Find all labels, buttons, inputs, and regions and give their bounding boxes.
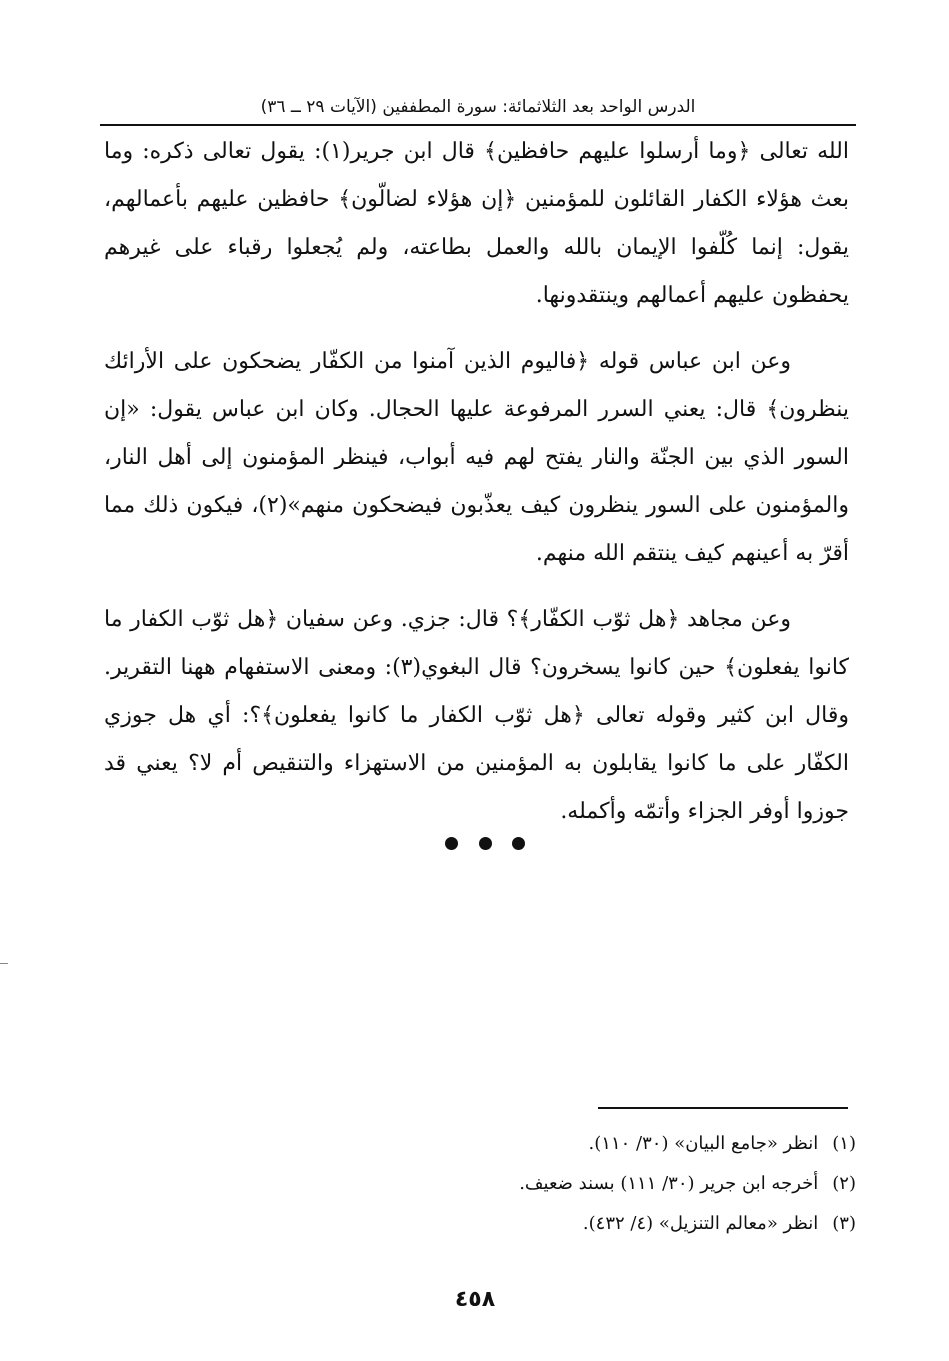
footnote-2 — [300, 1164, 856, 1204]
footnote-text: أخرجه ابن جرير (٣٠/ ١١١) بسند ضعيف. — [519, 1173, 819, 1194]
separator-dot — [445, 837, 458, 850]
scan-margin-mark — [0, 963, 8, 964]
footnotes — [300, 1124, 856, 1244]
separator-dot — [479, 837, 492, 850]
page-number: ٤٥٨ — [454, 1287, 496, 1312]
body-text — [104, 128, 849, 854]
footnote-3 — [300, 1204, 856, 1244]
footnote-number: (١) — [832, 1133, 856, 1154]
paragraph-2: وعن ابن عباس قوله ﴿فاليوم الذين آمنوا من الكفّار يضحكون على الأرائك ينظرون﴾ قال: يعني السرر المرفوعة عليها الحجال. وكان ابن عباس يقول: «إن السور الذي بين الجنّة والنار يفتح لهم فيه أبواب، فينظر المؤمنون إلى أهل النار، والمؤمنون على السور ينظرون كيف يعذّبون فيضحكون منهم»(٢)، فيكون ذلك مما أقرّ به أعينهم كيف ينتقم الله منهم. — [104, 349, 849, 566]
section-separator — [445, 835, 525, 851]
running-header: الدرس الواحد بعد الثلاثمائة: سورة المطففين (الآيات ٢٩ ــ ٣٦) — [260, 97, 696, 117]
footnote-text: انظر «معالم التنزيل» (٤/ ٤٣٢). — [582, 1213, 819, 1234]
paragraph-1: الله تعالى ﴿وما أرسلوا عليهم حافظين﴾ قال ابن جرير(١): يقول تعالى ذكره: وما بعث هؤلاء الكفار القائلون للمؤمنين ﴿إن هؤلاء لضالّون﴾ حافظين عليهم بأعمالهم، يقول: إنما كُلّفوا الإيمان بالله والعمل بطاعته، ولم يُجعلوا رقباء على غيرهم يحفظون عليهم أعمالهم وينتقدونها. — [104, 139, 849, 308]
footnote-text: انظر «جامع البيان» (٣٠/ ١١٠). — [588, 1133, 819, 1154]
footnote-rule — [598, 1107, 848, 1109]
footnote-number: (٢) — [832, 1173, 856, 1194]
footnote-1 — [300, 1124, 856, 1164]
separator-dot — [512, 837, 525, 850]
footnote-number: (٣) — [832, 1213, 856, 1234]
paragraph-3: وعن مجاهد ﴿هل ثوّب الكفّار﴾؟ قال: جزي. وعن سفيان ﴿هل ثوّب الكفار ما كانوا يفعلون﴾ حين كانوا يسخرون؟ قال البغوي(٣): ومعنى الاستفهام ههنا التقرير. وقال ابن كثير وقوله تعالى ﴿هل ثوّب الكفار ما كانوا يفعلون﴾؟: أي هل جوزي الكفّار على ما كانوا يقابلون به المؤمنين من الاستهزاء والتنقيص أم لا؟ يعني قد جوزوا أوفر الجزاء وأتمّه وأكمله. — [104, 607, 850, 824]
header-rule — [100, 124, 856, 126]
